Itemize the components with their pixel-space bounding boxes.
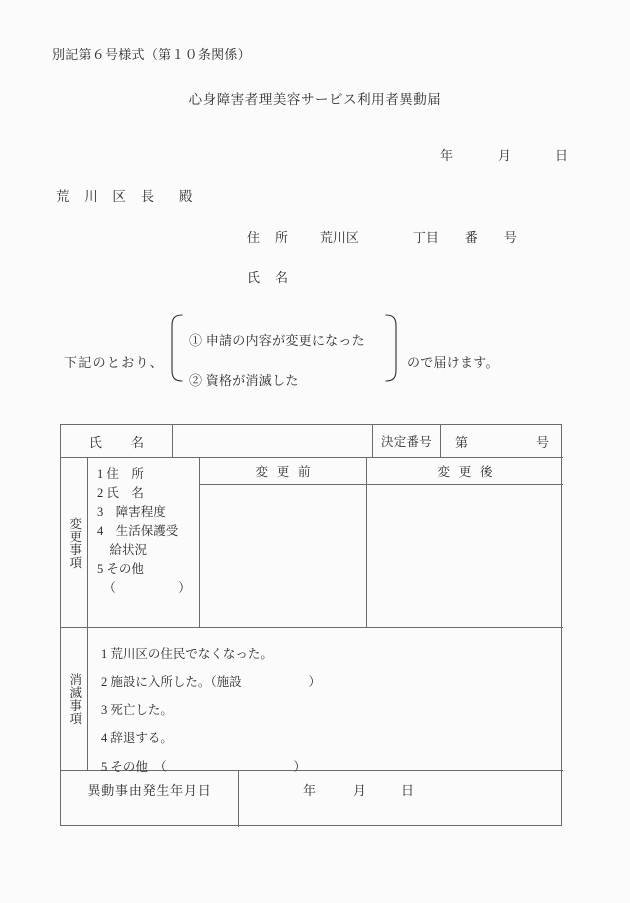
year-label: 年 <box>440 148 454 163</box>
extinction-item[interactable] <box>101 724 563 752</box>
after-change-header-cell <box>367 458 563 485</box>
extinction-item-number: 5 <box>101 759 108 774</box>
decision-number-label: 決定番号 <box>380 435 432 449</box>
extinction-item-number: 3 <box>101 703 108 718</box>
extinction-section-vertical-label: 消滅事項 <box>67 673 82 725</box>
statement-option-1: ① 申請の内容が変更になった <box>189 333 365 348</box>
change-item-other-blank[interactable]: （ ） <box>97 581 191 595</box>
form-number-label: 別記第６号様式（第１０条関係） <box>52 47 251 62</box>
date-blank-line <box>440 145 568 164</box>
extinction-item-text: 辞退する。 <box>110 731 173 746</box>
change-section-vertical-label-cell <box>61 458 88 628</box>
document-title: 心身障害者理美容サービス利用者異動届 <box>188 92 442 107</box>
table-name-header-label: 氏 名 <box>88 434 153 450</box>
decision-number-suffix: 号 <box>535 434 549 450</box>
change-item[interactable]: 4 生活保護受 <box>97 524 179 538</box>
occurrence-year-label: 年 <box>303 783 317 798</box>
table-name-value-cell[interactable] <box>173 425 373 458</box>
occurrence-date-header-label: 異動事由発生年月日 <box>87 783 212 798</box>
extinction-item-text: 施設に入所した。（施設 <box>110 675 242 690</box>
after-change-value-cell[interactable] <box>367 485 563 628</box>
extinction-item-text: 死亡した。 <box>110 703 173 718</box>
occurrence-date-value-cell[interactable] <box>239 771 563 827</box>
occurrence-date-header-cell <box>61 771 239 827</box>
statement-lead-text: 下記のとおり、 <box>64 355 165 370</box>
left-brace-icon <box>164 313 186 383</box>
address-label: 住 所 <box>247 230 294 245</box>
change-item[interactable]: 5 その他 <box>97 562 144 576</box>
extinction-item-number: 2 <box>101 675 108 690</box>
addressee-line: 荒 川 区 長 殿 <box>56 189 199 204</box>
extinction-item-paren-close: ） <box>293 759 307 774</box>
extinction-item-paren-close: ） <box>308 675 322 690</box>
change-section-vertical-label: 変更事項 <box>67 516 82 569</box>
occurrence-day-label: 日 <box>401 783 415 798</box>
address-ward: 荒川区 <box>319 230 359 245</box>
address-unit-ban: 番 <box>464 230 478 245</box>
decision-number-value-cell[interactable] <box>441 425 563 458</box>
day-label: 日 <box>555 148 569 163</box>
extinction-section-vertical-label-cell <box>61 628 88 771</box>
after-change-header-label: 変更後 <box>437 465 502 479</box>
applicant-name-label: 氏 名 <box>247 270 294 285</box>
extinction-item[interactable] <box>101 668 563 696</box>
decision-number-header-cell <box>373 425 441 458</box>
statement-option-2: ② 資格が消滅した <box>189 373 299 388</box>
change-item[interactable]: 1 住 所 <box>97 467 144 481</box>
extinction-item-text: その他 （ <box>110 759 167 774</box>
extinction-item-text: 荒川区の住民でなくなった。 <box>110 647 273 661</box>
extinction-items-list <box>88 628 563 781</box>
applicant-address-line <box>247 227 517 246</box>
extinction-item[interactable] <box>101 640 563 668</box>
before-change-header-cell <box>200 458 367 485</box>
extinction-items-cell <box>88 628 563 774</box>
change-items-cell <box>88 458 200 628</box>
change-item[interactable]: 3 障害程度 <box>97 505 166 519</box>
extinction-item[interactable] <box>101 696 563 724</box>
form-table <box>60 424 562 826</box>
extinction-item-number: 1 <box>101 647 108 661</box>
statement-block <box>60 312 530 392</box>
statement-tail-text: ので届けます。 <box>407 355 499 370</box>
address-unit-go: 号 <box>503 230 517 245</box>
before-change-header-label: 変更前 <box>255 465 320 479</box>
change-items-list <box>88 458 199 598</box>
month-label: 月 <box>498 148 512 163</box>
change-item[interactable]: 2 氏 名 <box>97 486 144 500</box>
address-unit-chome: 丁目 <box>412 230 439 245</box>
decision-number-prefix: 第 <box>455 434 469 450</box>
table-name-header-cell <box>61 425 173 458</box>
change-item-cont: 給状況 <box>97 543 148 557</box>
before-change-value-cell[interactable] <box>200 485 367 628</box>
occurrence-month-label: 月 <box>353 783 367 798</box>
extinction-item-number: 4 <box>101 731 108 746</box>
right-brace-icon <box>382 313 404 383</box>
